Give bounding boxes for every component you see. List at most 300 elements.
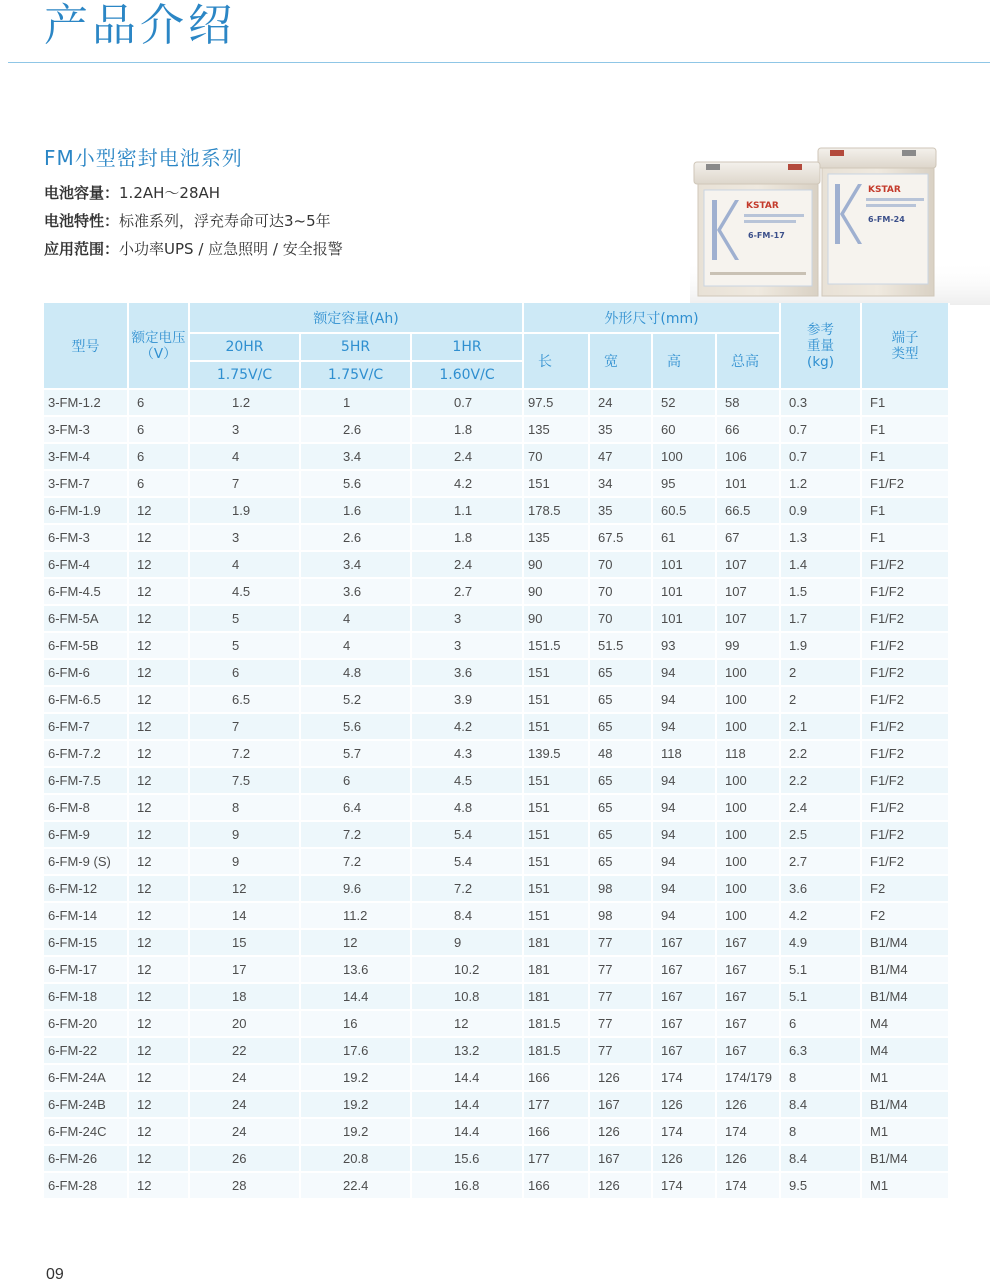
cell-weight: 5.1 <box>780 956 861 983</box>
cell-model: 6-FM-22 <box>44 1037 128 1064</box>
cell-cap-5hr: 22.4 <box>300 1172 411 1199</box>
cell-height: 94 <box>652 821 716 848</box>
cell-cap-5hr: 19.2 <box>300 1064 411 1091</box>
cell-cap-20hr: 24 <box>189 1118 300 1145</box>
cell-total-height: 100 <box>716 875 780 902</box>
cell-voltage: 12 <box>128 794 189 821</box>
cell-cap-5hr: 9.6 <box>300 875 411 902</box>
cell-length: 181 <box>523 929 589 956</box>
cell-cap-1hr: 4.2 <box>411 713 523 740</box>
cell-length: 151 <box>523 713 589 740</box>
cell-height: 167 <box>652 956 716 983</box>
cell-width: 126 <box>589 1172 652 1199</box>
cell-height: 101 <box>652 578 716 605</box>
cell-cap-5hr: 19.2 <box>300 1091 411 1118</box>
cell-cap-5hr: 4 <box>300 605 411 632</box>
cell-height: 174 <box>652 1064 716 1091</box>
cell-cap-1hr: 10.2 <box>411 956 523 983</box>
cell-cap-5hr: 2.6 <box>300 524 411 551</box>
cell-weight: 1.7 <box>780 605 861 632</box>
cell-total-height: 99 <box>716 632 780 659</box>
cell-cap-1hr: 10.8 <box>411 983 523 1010</box>
cell-height: 101 <box>652 551 716 578</box>
spec-value: 1.2AH～28AH <box>119 184 221 202</box>
cell-cap-1hr: 8.4 <box>411 902 523 929</box>
cell-terminal: F1 <box>861 524 949 551</box>
cell-total-height: 174 <box>716 1172 780 1199</box>
cell-cap-20hr: 7.2 <box>189 740 300 767</box>
cell-cap-1hr: 3.6 <box>411 659 523 686</box>
cell-weight: 2.5 <box>780 821 861 848</box>
cell-model: 6-FM-1.9 <box>44 497 128 524</box>
cell-cap-20hr: 1.9 <box>189 497 300 524</box>
cell-cap-20hr: 17 <box>189 956 300 983</box>
table-row <box>44 497 949 524</box>
cell-model: 6-FM-8 <box>44 794 128 821</box>
cell-total-height: 167 <box>716 929 780 956</box>
cell-cap-5hr: 3.6 <box>300 578 411 605</box>
cell-terminal: F1/F2 <box>861 470 949 497</box>
table-row <box>44 416 949 443</box>
cell-length: 90 <box>523 605 589 632</box>
cell-cap-20hr: 7 <box>189 470 300 497</box>
cell-total-height: 167 <box>716 1010 780 1037</box>
cell-length: 139.5 <box>523 740 589 767</box>
battery-6fm24 <box>818 148 936 296</box>
cell-cap-1hr: 2.4 <box>411 443 523 470</box>
cell-weight: 1.5 <box>780 578 861 605</box>
cell-weight: 2.2 <box>780 767 861 794</box>
cell-weight: 2.7 <box>780 848 861 875</box>
cell-cap-1hr: 12 <box>411 1010 523 1037</box>
cell-height: 94 <box>652 686 716 713</box>
table-row <box>44 983 949 1010</box>
cell-voltage: 6 <box>128 470 189 497</box>
spec-rows <box>44 389 949 1199</box>
cell-voltage: 12 <box>128 659 189 686</box>
cell-terminal: B1/M4 <box>861 929 949 956</box>
cell-cap-20hr: 18 <box>189 983 300 1010</box>
cell-total-height: 107 <box>716 551 780 578</box>
spec-label: 应用范围： <box>44 240 120 258</box>
cell-cap-20hr: 24 <box>189 1091 300 1118</box>
cell-length: 151 <box>523 659 589 686</box>
cell-height: 94 <box>652 767 716 794</box>
cell-width: 65 <box>589 686 652 713</box>
cell-cap-5hr: 17.6 <box>300 1037 411 1064</box>
cell-cap-5hr: 5.2 <box>300 686 411 713</box>
table-row <box>44 632 949 659</box>
cell-voltage: 12 <box>128 1010 189 1037</box>
cell-cap-5hr: 1 <box>300 389 411 416</box>
cell-voltage: 12 <box>128 767 189 794</box>
spec-capacity <box>44 182 220 203</box>
cell-cap-1hr: 2.4 <box>411 551 523 578</box>
spec-value: 小功率UPS / 应急照明 / 安全报警 <box>119 240 343 258</box>
table-row <box>44 848 949 875</box>
cell-width: 35 <box>589 497 652 524</box>
cell-terminal: B1/M4 <box>861 956 949 983</box>
cell-cap-20hr: 5 <box>189 605 300 632</box>
cell-cap-5hr: 6.4 <box>300 794 411 821</box>
cell-height: 94 <box>652 875 716 902</box>
cell-length: 166 <box>523 1172 589 1199</box>
cell-voltage: 6 <box>128 389 189 416</box>
cell-width: 98 <box>589 902 652 929</box>
cell-weight: 2.4 <box>780 794 861 821</box>
table-row <box>44 1010 949 1037</box>
cell-total-height: 100 <box>716 848 780 875</box>
cell-length: 151 <box>523 875 589 902</box>
cell-weight: 3.6 <box>780 875 861 902</box>
cell-weight: 8.4 <box>780 1145 861 1172</box>
cell-height: 60 <box>652 416 716 443</box>
cell-terminal: F1/F2 <box>861 794 949 821</box>
cell-model: 3-FM-7 <box>44 470 128 497</box>
cell-voltage: 12 <box>128 686 189 713</box>
cell-weight: 1.2 <box>780 470 861 497</box>
header-cap-5hr: 5HR <box>300 333 411 361</box>
cell-cap-20hr: 1.2 <box>189 389 300 416</box>
cell-length: 151 <box>523 794 589 821</box>
cell-cap-1hr: 5.4 <box>411 821 523 848</box>
table-row <box>44 902 949 929</box>
cell-cap-1hr: 1.8 <box>411 524 523 551</box>
cell-terminal: F1/F2 <box>861 713 949 740</box>
cell-total-height: 101 <box>716 470 780 497</box>
table-row <box>44 1064 949 1091</box>
cell-terminal: F2 <box>861 875 949 902</box>
cell-terminal: M4 <box>861 1037 949 1064</box>
cell-height: 94 <box>652 902 716 929</box>
cell-voltage: 12 <box>128 578 189 605</box>
cell-model: 6-FM-12 <box>44 875 128 902</box>
header-terminal-1: 端子 <box>891 329 919 346</box>
cell-model: 6-FM-6.5 <box>44 686 128 713</box>
cell-model: 6-FM-18 <box>44 983 128 1010</box>
header-weight-1: 参考 <box>807 321 835 338</box>
cell-voltage: 12 <box>128 632 189 659</box>
product-photo <box>690 140 990 305</box>
cell-width: 98 <box>589 875 652 902</box>
cell-width: 65 <box>589 767 652 794</box>
cell-model: 6-FM-26 <box>44 1145 128 1172</box>
cell-total-height: 126 <box>716 1091 780 1118</box>
cell-cap-20hr: 5 <box>189 632 300 659</box>
cell-terminal: F1/F2 <box>861 578 949 605</box>
spec-features <box>44 210 331 231</box>
cell-total-height: 174/179 <box>716 1064 780 1091</box>
cell-length: 177 <box>523 1145 589 1172</box>
cell-total-height: 100 <box>716 902 780 929</box>
cell-total-height: 100 <box>716 686 780 713</box>
cell-cap-5hr: 12 <box>300 929 411 956</box>
header-weight <box>780 303 861 389</box>
header-length: 长 <box>523 333 589 389</box>
cell-cap-1hr: 14.4 <box>411 1118 523 1145</box>
cell-terminal: F1 <box>861 416 949 443</box>
cell-weight: 6.3 <box>780 1037 861 1064</box>
table-row <box>44 389 949 416</box>
cell-height: 94 <box>652 848 716 875</box>
cell-cap-1hr: 7.2 <box>411 875 523 902</box>
cell-width: 77 <box>589 1037 652 1064</box>
cell-model: 3-FM-3 <box>44 416 128 443</box>
table-row <box>44 686 949 713</box>
cell-voltage: 12 <box>128 929 189 956</box>
cell-voltage: 12 <box>128 524 189 551</box>
cell-cap-20hr: 15 <box>189 929 300 956</box>
cell-terminal: F1/F2 <box>861 551 949 578</box>
cell-height: 167 <box>652 1010 716 1037</box>
cell-cap-20hr: 22 <box>189 1037 300 1064</box>
cell-width: 24 <box>589 389 652 416</box>
table-row <box>44 1037 949 1064</box>
header-v-1hr: 1.60V/C <box>411 361 523 389</box>
cell-model: 6-FM-4 <box>44 551 128 578</box>
cell-weight: 1.3 <box>780 524 861 551</box>
cell-voltage: 12 <box>128 875 189 902</box>
cell-length: 70 <box>523 443 589 470</box>
cell-cap-20hr: 14 <box>189 902 300 929</box>
cell-cap-20hr: 4.5 <box>189 578 300 605</box>
cell-total-height: 100 <box>716 659 780 686</box>
cell-cap-5hr: 7.2 <box>300 848 411 875</box>
cell-width: 77 <box>589 956 652 983</box>
cell-height: 52 <box>652 389 716 416</box>
cell-height: 95 <box>652 470 716 497</box>
cell-model: 6-FM-9 (S) <box>44 848 128 875</box>
spec-value: 标准系列，浮充寿命可达3~5年 <box>119 212 331 230</box>
header-height: 高 <box>652 333 716 389</box>
battery-brand: KSTAR <box>746 201 779 211</box>
spec-application <box>44 238 343 259</box>
cell-model: 3-FM-1.2 <box>44 389 128 416</box>
cell-weight: 8 <box>780 1064 861 1091</box>
cell-voltage: 12 <box>128 740 189 767</box>
cell-total-height: 126 <box>716 1145 780 1172</box>
cell-cap-20hr: 8 <box>189 794 300 821</box>
cell-voltage: 12 <box>128 1118 189 1145</box>
header-weight-2: 重量 <box>807 337 835 354</box>
cell-weight: 0.9 <box>780 497 861 524</box>
cell-cap-5hr: 3.4 <box>300 443 411 470</box>
cell-cap-20hr: 6.5 <box>189 686 300 713</box>
cell-cap-1hr: 5.4 <box>411 848 523 875</box>
cell-weight: 2.1 <box>780 713 861 740</box>
header-dimension-group: 外形尺寸(mm) <box>523 303 780 333</box>
cell-cap-20hr: 3 <box>189 524 300 551</box>
cell-height: 174 <box>652 1118 716 1145</box>
cell-length: 90 <box>523 551 589 578</box>
cell-terminal: M1 <box>861 1064 949 1091</box>
cell-cap-20hr: 26 <box>189 1145 300 1172</box>
cell-height: 93 <box>652 632 716 659</box>
cell-voltage: 12 <box>128 1037 189 1064</box>
title-divider <box>8 62 990 63</box>
cell-length: 151.5 <box>523 632 589 659</box>
cell-height: 60.5 <box>652 497 716 524</box>
cell-cap-1hr: 3 <box>411 605 523 632</box>
cell-total-height: 167 <box>716 1037 780 1064</box>
cell-model: 6-FM-15 <box>44 929 128 956</box>
series-title: FM小型密封电池系列 <box>44 146 243 170</box>
cell-total-height: 106 <box>716 443 780 470</box>
cell-voltage: 12 <box>128 1091 189 1118</box>
cell-voltage: 12 <box>128 956 189 983</box>
cell-cap-1hr: 4.5 <box>411 767 523 794</box>
cell-total-height: 167 <box>716 956 780 983</box>
cell-cap-5hr: 2.6 <box>300 416 411 443</box>
cell-cap-1hr: 4.8 <box>411 794 523 821</box>
table-row <box>44 767 949 794</box>
cell-terminal: F1 <box>861 497 949 524</box>
cell-width: 65 <box>589 659 652 686</box>
cell-weight: 1.4 <box>780 551 861 578</box>
header-total-height: 总高 <box>716 333 780 389</box>
cell-voltage: 12 <box>128 1172 189 1199</box>
cell-weight: 0.7 <box>780 416 861 443</box>
cell-length: 135 <box>523 524 589 551</box>
table-row <box>44 1091 949 1118</box>
table-row <box>44 713 949 740</box>
table-row <box>44 956 949 983</box>
cell-height: 167 <box>652 929 716 956</box>
cell-total-height: 118 <box>716 740 780 767</box>
cell-cap-1hr: 1.1 <box>411 497 523 524</box>
cell-model: 3-FM-4 <box>44 443 128 470</box>
cell-length: 151 <box>523 848 589 875</box>
table-row <box>44 1118 949 1145</box>
header-voltage-unit: （V） <box>140 345 177 362</box>
cell-cap-5hr: 13.6 <box>300 956 411 983</box>
header-voltage <box>128 303 189 389</box>
cell-weight: 1.9 <box>780 632 861 659</box>
cell-model: 6-FM-7.5 <box>44 767 128 794</box>
cell-cap-5hr: 14.4 <box>300 983 411 1010</box>
cell-width: 126 <box>589 1064 652 1091</box>
table-row <box>44 740 949 767</box>
cell-height: 126 <box>652 1145 716 1172</box>
cell-weight: 0.7 <box>780 443 861 470</box>
cell-length: 151 <box>523 470 589 497</box>
cell-cap-20hr: 3 <box>189 416 300 443</box>
cell-model: 6-FM-17 <box>44 956 128 983</box>
cell-width: 65 <box>589 794 652 821</box>
cell-cap-1hr: 16.8 <box>411 1172 523 1199</box>
cell-voltage: 12 <box>128 1145 189 1172</box>
cell-cap-20hr: 4 <box>189 443 300 470</box>
cell-weight: 8 <box>780 1118 861 1145</box>
cell-total-height: 67 <box>716 524 780 551</box>
cell-width: 77 <box>589 929 652 956</box>
table-row <box>44 659 949 686</box>
cell-width: 126 <box>589 1118 652 1145</box>
cell-model: 6-FM-6 <box>44 659 128 686</box>
battery-brand: KSTAR <box>868 185 901 195</box>
cell-width: 35 <box>589 416 652 443</box>
cell-cap-20hr: 9 <box>189 821 300 848</box>
header-cap-1hr: 1HR <box>411 333 523 361</box>
cell-width: 67.5 <box>589 524 652 551</box>
cell-weight: 4.2 <box>780 902 861 929</box>
cell-height: 126 <box>652 1091 716 1118</box>
table-row <box>44 1145 949 1172</box>
cell-terminal: M1 <box>861 1118 949 1145</box>
cell-terminal: F1 <box>861 389 949 416</box>
cell-model: 6-FM-24A <box>44 1064 128 1091</box>
table-row <box>44 875 949 902</box>
cell-total-height: 100 <box>716 794 780 821</box>
cell-weight: 6 <box>780 1010 861 1037</box>
cell-model: 6-FM-28 <box>44 1172 128 1199</box>
cell-length: 151 <box>523 767 589 794</box>
cell-terminal: B1/M4 <box>861 1091 949 1118</box>
cell-width: 70 <box>589 551 652 578</box>
cell-cap-1hr: 3.9 <box>411 686 523 713</box>
cell-height: 94 <box>652 659 716 686</box>
cell-length: 181.5 <box>523 1010 589 1037</box>
cell-weight: 4.9 <box>780 929 861 956</box>
header-v-5hr: 1.75V/C <box>300 361 411 389</box>
cell-cap-1hr: 0.7 <box>411 389 523 416</box>
cell-height: 167 <box>652 983 716 1010</box>
cell-voltage: 6 <box>128 443 189 470</box>
cell-height: 101 <box>652 605 716 632</box>
cell-cap-20hr: 6 <box>189 659 300 686</box>
cell-terminal: F1/F2 <box>861 848 949 875</box>
cell-voltage: 12 <box>128 497 189 524</box>
cell-cap-1hr: 4.2 <box>411 470 523 497</box>
cell-total-height: 58 <box>716 389 780 416</box>
cell-voltage: 12 <box>128 821 189 848</box>
cell-width: 48 <box>589 740 652 767</box>
cell-terminal: F1 <box>861 443 949 470</box>
page-title: 产品介绍 <box>44 0 236 51</box>
cell-height: 100 <box>652 443 716 470</box>
cell-voltage: 12 <box>128 551 189 578</box>
cell-terminal: M1 <box>861 1172 949 1199</box>
cell-length: 181.5 <box>523 1037 589 1064</box>
table-row <box>44 1172 949 1199</box>
cell-total-height: 107 <box>716 578 780 605</box>
cell-cap-1hr: 9 <box>411 929 523 956</box>
cell-model: 6-FM-20 <box>44 1010 128 1037</box>
cell-terminal: F1/F2 <box>861 659 949 686</box>
cell-width: 70 <box>589 578 652 605</box>
cell-weight: 5.1 <box>780 983 861 1010</box>
cell-length: 151 <box>523 902 589 929</box>
cell-voltage: 12 <box>128 983 189 1010</box>
battery-model: 6-FM-24 <box>868 215 905 224</box>
cell-length: 166 <box>523 1118 589 1145</box>
cell-cap-5hr: 19.2 <box>300 1118 411 1145</box>
cell-total-height: 167 <box>716 983 780 1010</box>
cell-cap-5hr: 1.6 <box>300 497 411 524</box>
cell-cap-20hr: 4 <box>189 551 300 578</box>
cell-terminal: M4 <box>861 1010 949 1037</box>
cell-model: 6-FM-24C <box>44 1118 128 1145</box>
table-row <box>44 794 949 821</box>
cell-model: 6-FM-9 <box>44 821 128 848</box>
cell-terminal: F1/F2 <box>861 767 949 794</box>
cell-length: 166 <box>523 1064 589 1091</box>
cell-cap-5hr: 5.6 <box>300 713 411 740</box>
cell-terminal: F1/F2 <box>861 686 949 713</box>
cell-length: 151 <box>523 821 589 848</box>
table-row <box>44 470 949 497</box>
cell-cap-5hr: 5.6 <box>300 470 411 497</box>
